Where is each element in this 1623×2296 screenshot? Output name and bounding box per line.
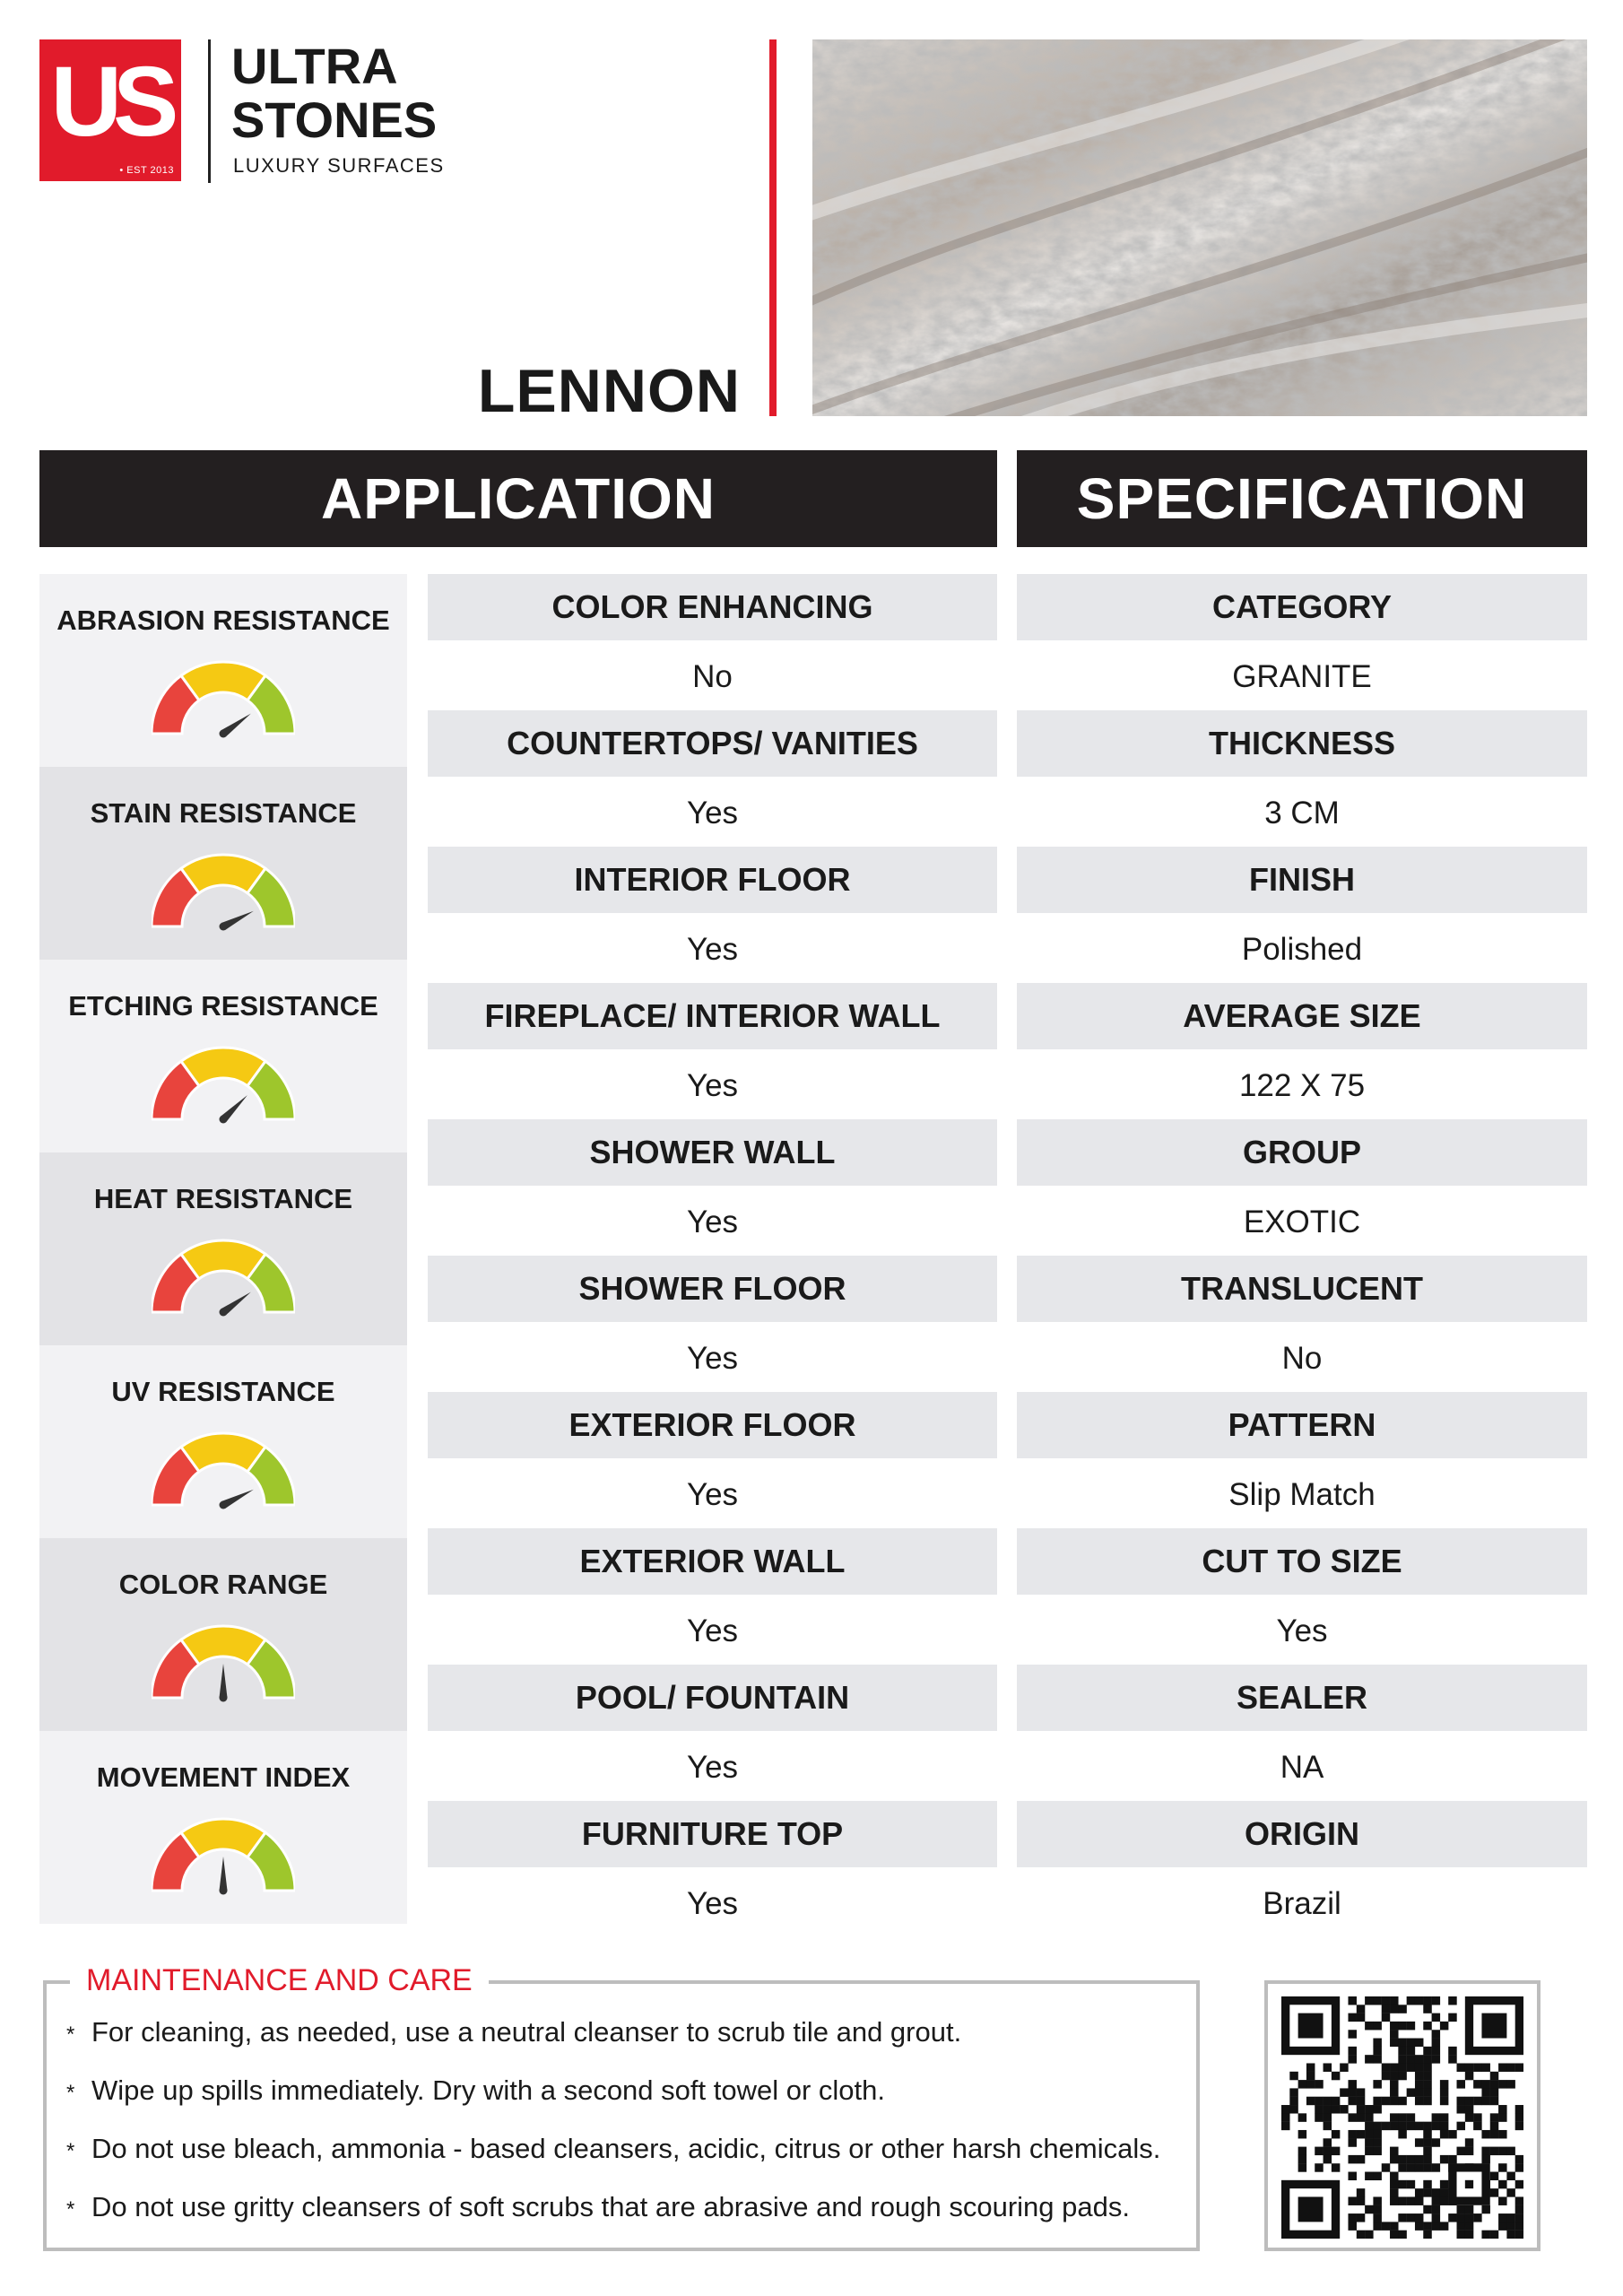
specification-value: No bbox=[1281, 1341, 1323, 1376]
logo-established: • EST 2013 bbox=[119, 165, 174, 176]
gauge-cell bbox=[39, 1152, 407, 1345]
gauge-label: HEAT RESISTANCE bbox=[93, 1183, 353, 1214]
logo-letters: US bbox=[50, 47, 170, 157]
maintenance-title: MAINTENANCE AND CARE bbox=[70, 1961, 489, 2000]
application-value: Yes bbox=[686, 1750, 739, 1785]
bullet-star-icon: * bbox=[66, 2022, 75, 2047]
maintenance-text: Do not use bleach, ammonia - based cleansers, acidic, citrus or other harsh chemicals. bbox=[91, 2133, 1161, 2164]
brand-tagline: LUXURY SURFACES bbox=[233, 154, 445, 177]
stone-sample-image bbox=[812, 39, 1587, 416]
brand-name-line1: ULTRA bbox=[231, 38, 398, 94]
product-name: LENNON bbox=[477, 357, 741, 425]
bullet-star-icon: * bbox=[66, 2139, 75, 2163]
specification-label: GROUP bbox=[1017, 1119, 1587, 1186]
specification-value: 3 CM bbox=[1264, 796, 1340, 831]
gauge-label: STAIN RESISTANCE bbox=[90, 797, 357, 829]
gauge-cell bbox=[39, 1538, 407, 1731]
specification-value: Polished bbox=[1241, 932, 1363, 967]
gauge-cell bbox=[39, 960, 407, 1152]
specification-value: 122 X 75 bbox=[1238, 1068, 1366, 1103]
gauge-meter-icon bbox=[152, 1426, 295, 1511]
specification-value: GRANITE bbox=[1232, 659, 1372, 694]
application-header: APPLICATION bbox=[39, 450, 997, 547]
application-value: Yes bbox=[686, 1341, 739, 1376]
gauge-meter-icon bbox=[152, 1233, 295, 1318]
maintenance-item bbox=[66, 2189, 1130, 2228]
bullet-star-icon: * bbox=[66, 2197, 75, 2222]
gauge-label: COLOR RANGE bbox=[118, 1569, 328, 1600]
application-value: Yes bbox=[686, 1886, 739, 1921]
application-value: Yes bbox=[686, 932, 739, 967]
application-value: No bbox=[692, 659, 733, 694]
maintenance-item bbox=[66, 2073, 885, 2111]
application-label: COLOR ENHANCING bbox=[428, 574, 997, 640]
application-value: Yes bbox=[686, 1477, 739, 1512]
brand-logo bbox=[39, 39, 181, 181]
gauge-meter-icon bbox=[152, 655, 295, 740]
gauge-meter-icon bbox=[152, 1619, 295, 1704]
application-label: FURNITURE TOP bbox=[428, 1801, 997, 1867]
gauge-cell bbox=[39, 767, 407, 960]
specification-label: FINISH bbox=[1017, 847, 1587, 913]
accent-rule bbox=[769, 39, 777, 416]
specification-value: Slip Match bbox=[1228, 1477, 1376, 1512]
gauge-cell bbox=[39, 574, 407, 767]
gauge-cell bbox=[39, 1345, 407, 1538]
application-label: INTERIOR FLOOR bbox=[428, 847, 997, 913]
gauge-meter-icon bbox=[152, 848, 295, 933]
specification-value: EXOTIC bbox=[1243, 1205, 1361, 1239]
specification-value: Yes bbox=[1276, 1613, 1328, 1648]
gauge-meter-icon bbox=[152, 1812, 295, 1897]
gauge-label: UV RESISTANCE bbox=[111, 1376, 335, 1407]
maintenance-text: Do not use gritty cleansers of soft scrubs that are abrasive and rough scouring pads. bbox=[91, 2191, 1130, 2222]
specification-header: SPECIFICATION bbox=[1017, 450, 1587, 547]
maintenance-item bbox=[66, 2014, 961, 2053]
gauge-label: MOVEMENT INDEX bbox=[96, 1761, 351, 1793]
specification-label: ORIGIN bbox=[1017, 1801, 1587, 1867]
application-value: Yes bbox=[686, 796, 739, 831]
application-value: Yes bbox=[686, 1068, 739, 1103]
qr-code-icon bbox=[1281, 1996, 1523, 2239]
specification-label: TRANSLUCENT bbox=[1017, 1256, 1587, 1322]
specification-label: THICKNESS bbox=[1017, 710, 1587, 777]
application-label: SHOWER WALL bbox=[428, 1119, 997, 1186]
application-label: EXTERIOR WALL bbox=[428, 1528, 997, 1595]
logo-divider bbox=[208, 39, 211, 183]
maintenance-text: Wipe up spills immediately. Dry with a second soft towel or cloth. bbox=[91, 2074, 885, 2106]
bullet-star-icon: * bbox=[66, 2081, 75, 2105]
specification-label: AVERAGE SIZE bbox=[1017, 983, 1587, 1049]
gauge-meter-icon bbox=[152, 1040, 295, 1126]
specification-label: CUT TO SIZE bbox=[1017, 1528, 1587, 1595]
application-value: Yes bbox=[686, 1205, 739, 1239]
specification-value: NA bbox=[1280, 1750, 1324, 1785]
application-label: FIREPLACE/ INTERIOR WALL bbox=[428, 983, 997, 1049]
application-value: Yes bbox=[686, 1613, 739, 1648]
maintenance-item bbox=[66, 2131, 1160, 2170]
qr-code-frame[interactable] bbox=[1264, 1980, 1541, 2251]
specification-label: SEALER bbox=[1017, 1665, 1587, 1731]
gauge-label: ETCHING RESISTANCE bbox=[68, 990, 378, 1022]
application-label: SHOWER FLOOR bbox=[428, 1256, 997, 1322]
gauge-cell bbox=[39, 1731, 407, 1924]
specification-value: Brazil bbox=[1263, 1886, 1341, 1921]
brand-name-line2: STONES bbox=[231, 91, 438, 148]
gauge-label: ABRASION RESISTANCE bbox=[56, 604, 390, 636]
specification-label: PATTERN bbox=[1017, 1392, 1587, 1458]
specification-label: CATEGORY bbox=[1017, 574, 1587, 640]
maintenance-text: For cleaning, as needed, use a neutral cleanser to scrub tile and grout. bbox=[91, 2016, 962, 2048]
application-label: COUNTERTOPS/ VANITIES bbox=[428, 710, 997, 777]
application-label: EXTERIOR FLOOR bbox=[428, 1392, 997, 1458]
application-label: POOL/ FOUNTAIN bbox=[428, 1665, 997, 1731]
